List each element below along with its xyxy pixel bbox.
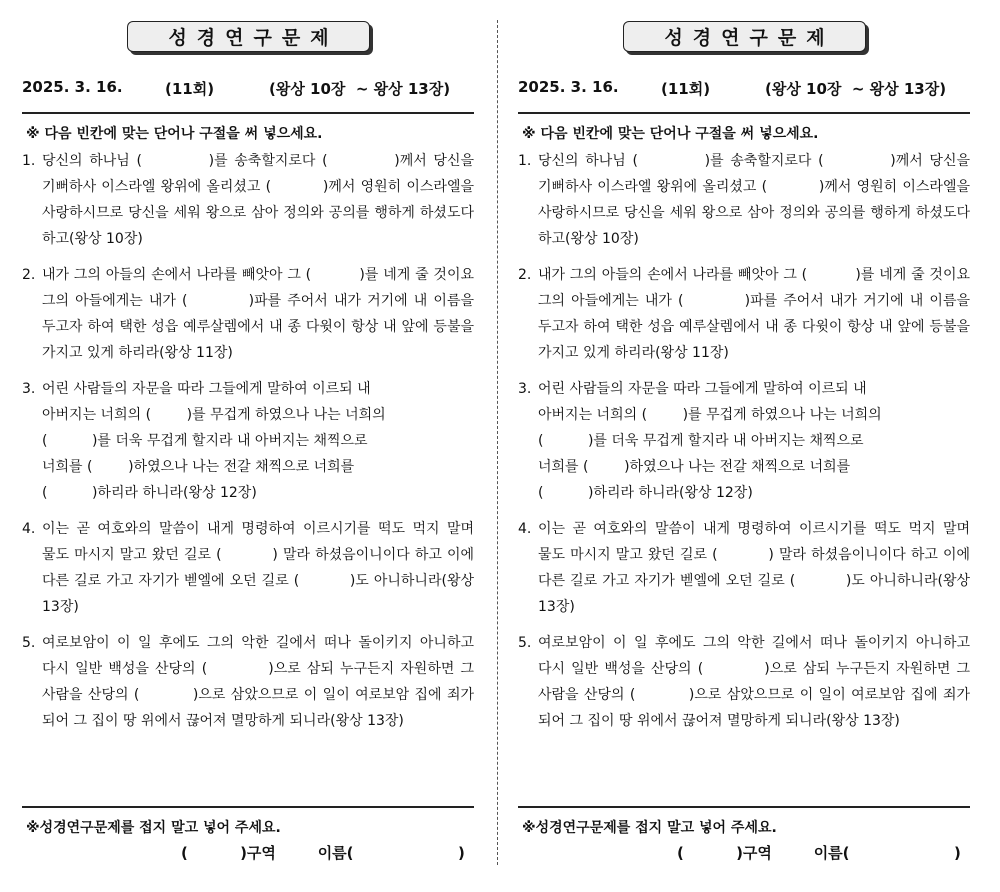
header-rule <box>518 112 970 114</box>
question-text-line: 너희를 ( )하였으나 나는 전갈 채찍으로 너희를 <box>42 459 355 475</box>
worksheet-header <box>518 78 970 102</box>
question-4 <box>22 516 479 620</box>
worksheet-left <box>22 0 479 892</box>
question-text: 당신의 하나님 ( )를 송축할지로다 ( )께서 당신을 기뻐하사 이스라엘 왕위에 올리셨고 ( )께서 영원히 이스라엘을 사랑하시므로 당신을 세워 왕으로 삼아 정의와 공의를 행하게 하셨도다 하고(왕상 10장) <box>538 153 975 247</box>
question-text-line: ( )를 더욱 무겁게 할지라 내 아버지는 채찍으로 <box>538 433 864 449</box>
question-text-line: ( )하리라 하니라(왕상 12장) <box>538 485 753 501</box>
question-text-line: ( )하리라 하니라(왕상 12장) <box>42 485 257 501</box>
question-1 <box>22 148 479 252</box>
question-text-line: ( )를 더욱 무겁게 할지라 내 아버지는 채찍으로 <box>42 433 368 449</box>
question-5 <box>22 630 479 734</box>
worksheet-round: (11회) <box>661 80 711 98</box>
footer-note: ※성경연구문제를 접지 말고 넣어 주세요. <box>522 820 777 836</box>
district-name-fields: ( )구역 이름( ) <box>677 844 961 862</box>
question-list <box>22 148 479 744</box>
question-text-line: 어린 사람들의 자문을 따라 그들에게 말하여 이르되 내 <box>538 381 867 397</box>
question-text: 당신의 하나님 ( )를 송축할지로다 ( )께서 당신을 기뻐하사 이스라엘 왕위에 올리셨고 ( )께서 영원히 이스라엘을 사랑하시므로 당신을 세워 왕으로 삼아 정의와 공의를 행하게 하셨도다 하고(왕상 10장) <box>42 153 479 247</box>
question-text: 여로보암이 이 일 후에도 그의 악한 길에서 떠나 돌이키지 아니하고 다시 일반 백성을 산당의 ( )으로 삼되 누구든지 자원하면 그 사람을 산당의 ( )으로 삼았으므로 이 일이 여로보암 집에 죄가 되어 그 집이 땅 위에서 끊어져 멸망하게 되니라(왕상 13장) <box>538 635 975 729</box>
worksheet-header <box>22 78 474 102</box>
question-2 <box>518 262 975 366</box>
worksheet-range: (왕상 10장 ~ 왕상 13장) <box>269 80 451 98</box>
footer-rule <box>518 806 970 808</box>
question-number: 4. <box>22 521 36 537</box>
question-number: 3. <box>518 381 532 397</box>
question-text: 이는 곧 여호와의 말씀이 내게 명령하여 이르시기를 떡도 먹지 말며 물도 마시지 말고 왔던 길로 ( ) 말라 하셨음이니이다 하고 이에 다른 길로 가고 자기가 벧엘에 오던 길로 ( )도 아니하니라(왕상 13장) <box>42 521 479 615</box>
question-text-line: 아버지는 너희의 ( )를 무겁게 하였으나 나는 너희의 <box>538 407 882 423</box>
question-text-line: 어린 사람들의 자문을 따라 그들에게 말하여 이르되 내 <box>42 381 371 397</box>
question-3 <box>22 376 474 506</box>
footer-note: ※성경연구문제를 접지 말고 넣어 주세요. <box>26 820 281 836</box>
worksheet-title: 성경연구문제 <box>623 21 866 52</box>
worksheet-date: 2025. 3. 16. <box>518 78 619 96</box>
worksheet-right <box>518 0 975 892</box>
question-number: 2. <box>518 267 532 283</box>
question-1 <box>518 148 975 252</box>
question-number: 5. <box>22 635 36 651</box>
question-text: 내가 그의 아들의 손에서 나라를 빼앗아 그 ( )를 네게 줄 것이요 그의 아들에게는 내가 ( )파를 주어서 내가 거기에 내 이름을 두고자 하여 택한 성읍 예루살렘에서 내 종 다윗이 항상 내 앞에 등불을 가지고 있게 하리라(왕상 11장) <box>42 267 479 361</box>
question-5 <box>518 630 975 734</box>
question-text-line: 아버지는 너희의 ( )를 무겁게 하였으나 나는 너희의 <box>42 407 386 423</box>
district-name-fields: ( )구역 이름( ) <box>181 844 465 862</box>
cut-line-divider <box>497 20 498 865</box>
worksheet-round: (11회) <box>165 80 215 98</box>
footer-rule <box>22 806 474 808</box>
question-number: 3. <box>22 381 36 397</box>
instruction-text: ※ 다음 빈칸에 맞는 단어나 구절을 써 넣으세요. <box>26 126 323 142</box>
header-rule <box>22 112 474 114</box>
instruction-text: ※ 다음 빈칸에 맞는 단어나 구절을 써 넣으세요. <box>522 126 819 142</box>
question-4 <box>518 516 975 620</box>
question-number: 1. <box>518 153 532 169</box>
question-text-line: 너희를 ( )하였으나 나는 전갈 채찍으로 너희를 <box>538 459 851 475</box>
question-number: 2. <box>22 267 36 283</box>
question-number: 4. <box>518 521 532 537</box>
question-number: 5. <box>518 635 532 651</box>
worksheet-date: 2025. 3. 16. <box>22 78 123 96</box>
question-number: 1. <box>22 153 36 169</box>
question-text: 여로보암이 이 일 후에도 그의 악한 길에서 떠나 돌이키지 아니하고 다시 일반 백성을 산당의 ( )으로 삼되 누구든지 자원하면 그 사람을 산당의 ( )으로 삼았으므로 이 일이 여로보암 집에 죄가 되어 그 집이 땅 위에서 끊어져 멸망하게 되니라(왕상 13장) <box>42 635 479 729</box>
question-text: 내가 그의 아들의 손에서 나라를 빼앗아 그 ( )를 네게 줄 것이요 그의 아들에게는 내가 ( )파를 주어서 내가 거기에 내 이름을 두고자 하여 택한 성읍 예루살렘에서 내 종 다윗이 항상 내 앞에 등불을 가지고 있게 하리라(왕상 11장) <box>538 267 975 361</box>
question-2 <box>22 262 479 366</box>
question-text: 이는 곧 여호와의 말씀이 내게 명령하여 이르시기를 떡도 먹지 말며 물도 마시지 말고 왔던 길로 ( ) 말라 하셨음이니이다 하고 이에 다른 길로 가고 자기가 벧엘에 오던 길로 ( )도 아니하니라(왕상 13장) <box>538 521 975 615</box>
worksheet-range: (왕상 10장 ~ 왕상 13장) <box>765 80 947 98</box>
worksheet-title: 성경연구문제 <box>127 21 370 52</box>
question-list <box>518 148 975 744</box>
question-3 <box>518 376 970 506</box>
